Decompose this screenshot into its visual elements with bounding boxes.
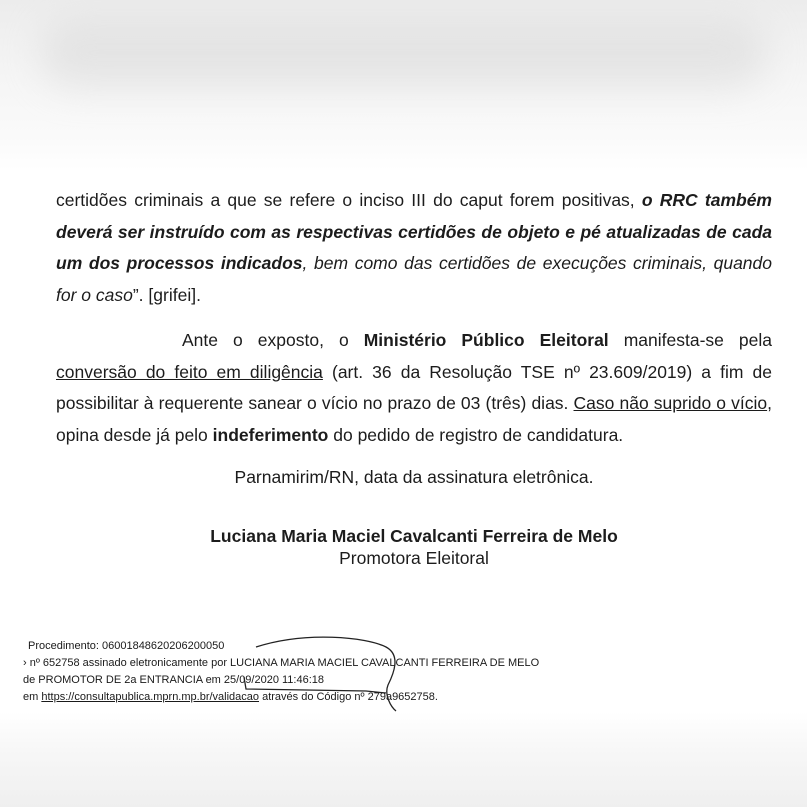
diligence-phrase: conversão do feito em diligência [56,361,323,382]
signer-name: Luciana Maria Maciel Cavalcanti Ferreira de Melo [210,526,618,546]
conclusion-text-1: Ante o exposto, o [182,330,364,350]
footer-validation-prefix: em [23,691,42,703]
citation-text-3: , bem como das certidões de execuções criminais, quando for o caso [56,253,772,305]
conclusion-text-9: do pedido de registro de candidatura. [328,424,624,445]
conclusion-text-5: (art. 36 da Resolução TSE nº 23.609/2019) a fim de possibilitar à requerente sanear o vício no prazo de 03 (três) dias. [56,361,772,413]
signer-role: Promotora Eleitoral [339,548,489,568]
footer-procedure: Procedimento: 06001848620206200050 [28,640,225,652]
blur-haze [40,18,767,88]
document-page [23,168,784,713]
conclusion-text-7: , opina desde já pelo [56,393,772,445]
citation-text-4: ”. [grifei]. [132,284,201,305]
footer-role-date: de PROMOTOR DE 2a ENTRANCIA em 25/09/2020 11:46:18 [23,674,325,686]
paragraph-conclusion [56,325,772,451]
footer-validation-suffix: através do Código nº 279a9652758. [259,691,438,703]
blurred-bottom-area [0,712,807,807]
paragraph-citation [56,185,772,311]
not-supplied-phrase: Caso não suprido o vício [573,393,768,413]
validation-link[interactable]: https://consultapublica.mprn.mp.br/validacao [41,691,260,703]
citation-text-1: certidões criminais a que se refere o inciso III do caput forem positivas, [56,190,642,210]
handwritten-signature-stroke [216,633,416,713]
footer-signed-by: › nº 652758 assinado eletronicamente por LUCIANA MARIA MACIEL CAVALCANTI FERREIRA DE MELO [23,657,540,669]
conclusion-text-3: manifesta-se pela [608,330,772,350]
city-date: Parnamirim/RN, data da assinatura eletrônica. [234,467,594,487]
citation-emphasis: o RRC também deverá ser instruído com as respectivas certidões de objeto e pé atualizadas de cada um dos processos indicados [56,190,772,273]
mpe-name: Ministério Público Eleitoral [363,330,609,350]
blurred-top-area [0,0,807,170]
rejection-word: indeferimento [212,424,329,445]
